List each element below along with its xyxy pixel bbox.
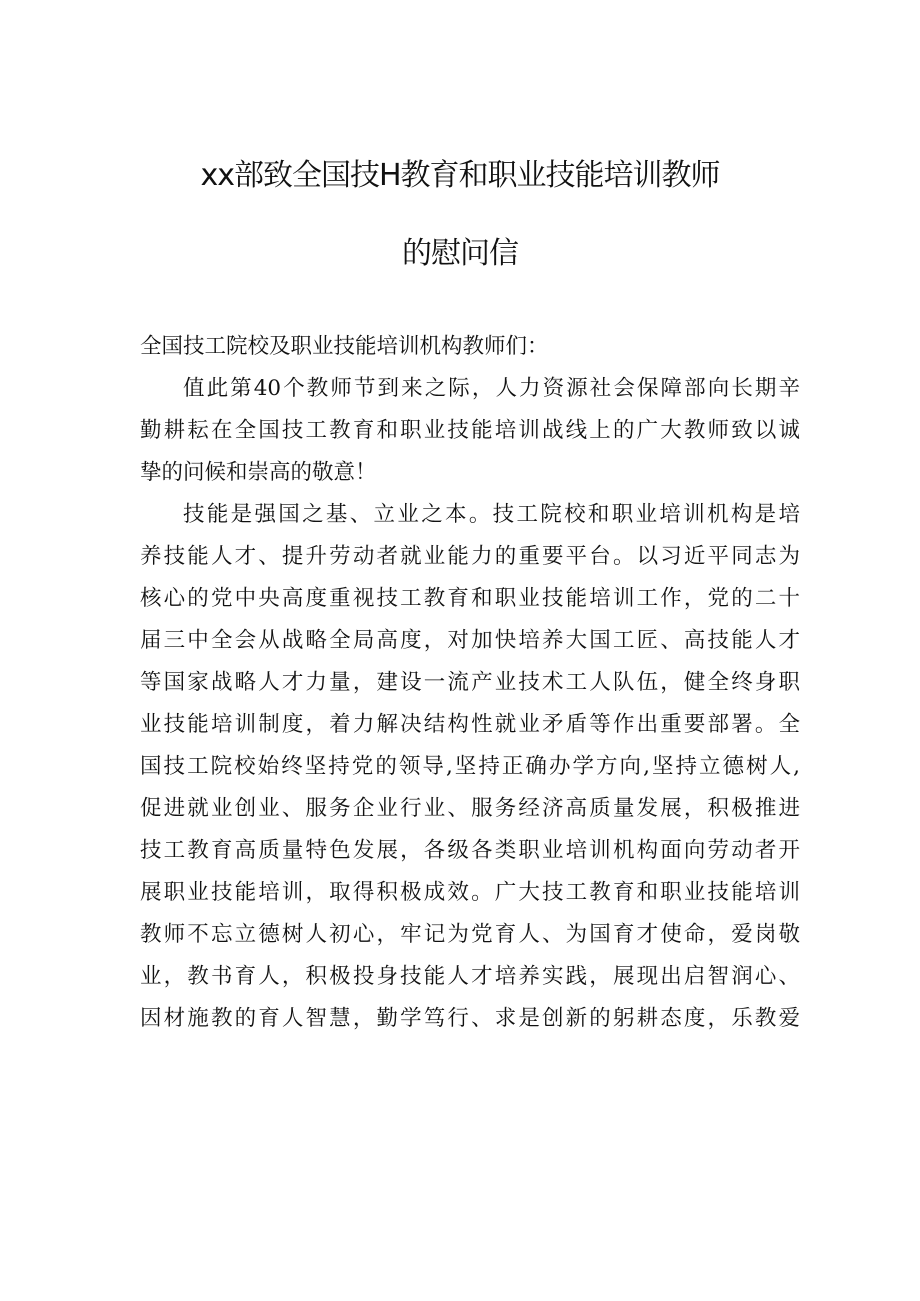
paragraph-1 [140, 368, 800, 494]
paragraph-line: 等国家战略人才力量，建设一流产业技术工人队伍，健全终身职 [140, 670, 800, 695]
salutation: 全国技工院校及职业技能培训机构教师们： [140, 334, 549, 359]
paragraph-line: 养技能人才、提升劳动者就业能力的重要平台。以习近平同志为 [140, 544, 800, 569]
paragraph-line: 技工教育高质量特色发展，各级各类职业培训机构面向劳动者开 [140, 838, 800, 863]
paragraph-line: 促进就业创业、服务企业行业、服务经济高质量发展，积极推进 [140, 796, 800, 821]
paragraph-line: 勤耕耘在全国技工教育和职业技能培训战线上的广大教师致以诚 [140, 418, 800, 443]
paragraph-line: 技能是强国之基、立业之本。技工院校和职业培训机构是培 [183, 502, 800, 527]
paragraph-line: 业，教书育人，积极投身技能人才培养实践，展现出启智润心、 [140, 964, 800, 989]
paragraph-line: 国技工院校始终坚持党的领导,坚持正确办学方向,坚持立德树人, [140, 754, 800, 779]
paragraph-2 [140, 494, 800, 1040]
paragraph-line: 挚的问候和崇高的敬意！ [140, 460, 377, 485]
document-title-line-2: 的慰问信 [402, 236, 518, 271]
letter-body [140, 326, 800, 1040]
paragraph-line: 因材施教的育人智慧，勤学笃行、求是创新的躬耕态度，乐教爱 [140, 1006, 800, 1031]
paragraph-line: 届三中全会从战略全局高度，对加快培养大国工匠、高技能人才 [140, 628, 800, 653]
paragraph-line: 业技能培训制度，着力解决结构性就业矛盾等作出重要部署。全 [140, 712, 800, 737]
paragraph-line: 核心的党中央高度重视技工教育和职业技能培训工作，党的二十 [140, 586, 800, 611]
paragraph-line: 教师不忘立德树人初心，牢记为党育人、为国育才使命，爱岗敬 [140, 922, 800, 947]
document-title-line-1: xx部致全国技H教育和职业技能培训教师 [200, 158, 720, 193]
paragraph-line: 展职业技能培训，取得积极成效。广大技工教育和职业技能培训 [140, 880, 800, 905]
paragraph-line: 值此第40个教师节到来之际，人力资源社会保障部向长期辛 [183, 376, 800, 401]
